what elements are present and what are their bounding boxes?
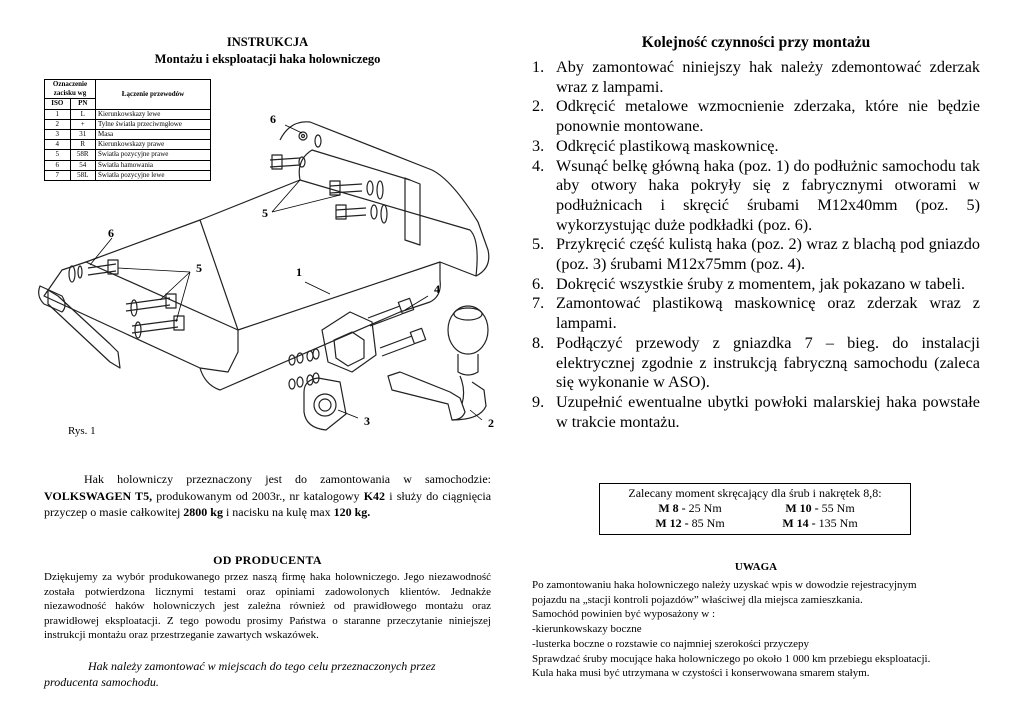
warning-line: Sprawdzać śruby mocujące haka holowniczego po około 1 000 km przebiegu eksploatacji.: [532, 652, 931, 665]
callout-6-upper: 6: [270, 112, 276, 126]
step-number: 1.: [532, 58, 545, 76]
header-wire-connection: Łączenie przewodów: [96, 80, 211, 110]
list-item: [532, 334, 980, 393]
left-side-plate: [48, 290, 120, 368]
producer-note: [44, 658, 491, 690]
installation-steps-list: [532, 58, 980, 432]
step-number: 2.: [532, 97, 545, 116]
torque-row: [600, 501, 910, 516]
intro-paragraph: [44, 471, 491, 521]
cell-pn: R: [70, 140, 96, 150]
warning-line: -lusterka boczne o rozstawie co najmniej szerokości przyczepy: [532, 637, 810, 650]
list-item: [532, 393, 980, 432]
warning-line: Po zamontowaniu haka holowniczego należy uzyskać wpis w dowodzie rejestracyjnym: [532, 579, 917, 591]
torque-m12-value: 85 Nm: [688, 516, 725, 530]
torque-m8-label: M 8 -: [658, 501, 686, 515]
callout-5-upper: 5: [262, 206, 268, 220]
list-item: [532, 157, 980, 236]
cell-pn: 54: [70, 160, 96, 170]
warning-body: [532, 578, 982, 681]
warning-heading: UWAGA: [734, 561, 778, 573]
warning-line: pojazdu na „stacji kontroli pojazdów” właściwej dla miejsca zamieszkania.: [532, 593, 863, 606]
hitch-bracket-inner: [334, 332, 364, 366]
cell-desc: Światła hamowania: [96, 160, 211, 170]
step-number: 9.: [532, 392, 545, 411]
torque-m8-value: 25 Nm: [685, 501, 722, 515]
cell-pn: +: [70, 119, 96, 129]
figure-caption: Rys. 1: [68, 425, 96, 437]
torque-m10-value: 55 Nm: [818, 501, 855, 515]
callout-2: 2: [488, 416, 494, 430]
step-text: Podłączyć przewody z gniazdka 7 – bieg. do instalacji elektrycznej zgodnie z instrukcją fabryczną samochodu (zaleca się wykonanie w ASO).: [556, 333, 980, 392]
list-item: [532, 294, 980, 333]
cell-desc: Światła pozycyjne lewe: [96, 170, 211, 180]
list-item: [532, 97, 980, 136]
cell-pn: 58R: [70, 150, 96, 160]
main-crossbar: [44, 262, 238, 372]
upper-tube: [280, 122, 489, 276]
step-text: Odkręcić metalowe wzmocnienie zderzaka, które nie będzie ponownie montowane.: [556, 97, 980, 136]
warning-line: Kula haka musi być utrzymana w czystości i konserwowana smarem stałym.: [532, 667, 870, 680]
list-item: [532, 58, 980, 97]
producer-paragraph: Dziękujemy za wybór produkowanego przez naszą firmę haka holowniczego. Jego niezawodność została potwierdzona licznymi testami oraz opiniami zadowolonych klientów. Jednakże niezawodność haków holowniczych jest zależna również od prawidłowego montażu oraz prawidłowej eksploatacji. Z tego powodu prosimy Państwa o staranne przeczytanie niniejszej instrukcji montażu oraz przestrzeganie zawartych wskazówek.: [44, 571, 491, 642]
cell-iso: 4: [45, 140, 71, 150]
bolts-left: [69, 260, 184, 338]
step-text: Zamontować plastikową maskownicę oraz zderzak wraz z lampami.: [556, 294, 980, 333]
callout-6-left: 6: [108, 226, 114, 240]
header-iso: ISO: [45, 99, 71, 109]
producer-heading: OD PRODUCENTA: [213, 553, 322, 567]
ball-neck: [388, 372, 465, 420]
title-line-1: INSTRUKCJA: [226, 35, 309, 49]
torque-m10-label: M 10 -: [785, 501, 819, 515]
step-text: Wsunąć belkę główną haka (poz. 1) do podłużnic samochodu tak aby otwory haka pokryły się z fabrycznymi otworami w podłużnicach i skręcić śrubami M12x40mm (poz. 5) wykorzystując duże podkładki (poz. 6).: [556, 156, 980, 234]
intro-text-2: produkowanym od 2003r., nr katalogowy: [152, 488, 364, 503]
title-line-2: Montażu i eksploatacji haka holowniczego: [154, 52, 381, 66]
steps-heading: Kolejność czynności przy montażu: [641, 34, 871, 51]
callout-1: 1: [296, 265, 302, 279]
intro-text-1: Hak holowniczy przeznaczony jest do zamontowania w samochodzie:: [84, 472, 491, 486]
torque-m14-label: M 14 -: [782, 516, 816, 530]
torque-table-box: [599, 483, 911, 535]
callout-5-left: 5: [196, 261, 202, 275]
list-item: [532, 137, 980, 157]
intro-text-4: i nacisku na kulę max: [222, 505, 334, 519]
callout-4: 4: [434, 282, 440, 296]
step-text: Dokręcić wszystkie śruby z momentem, jak pokazano w tabeli.: [556, 274, 966, 293]
torque-m12-label: M 12 -: [655, 516, 689, 530]
cell-iso: 6: [45, 160, 71, 170]
warning-line: -kierunkowskazy boczne: [532, 623, 642, 636]
cell-desc: Kierunkowskazy prawe: [96, 140, 211, 150]
step-number: 5.: [532, 235, 545, 254]
step-text: Odkręcić plastikową maskownicę.: [556, 136, 779, 155]
step-text: Aby zamontować niniejszy hak należy zdemontować zderzak wraz z lampami.: [556, 58, 980, 96]
cell-pn: 58L: [70, 170, 96, 180]
list-item: [532, 235, 980, 274]
cell-iso: 3: [45, 130, 71, 140]
intro-total-mass: 2800 kg: [183, 505, 223, 519]
socket-plate: [304, 378, 346, 430]
cell-desc: Masa: [96, 130, 211, 140]
step-number: 3.: [532, 136, 545, 155]
producer-note-line-1: Hak należy zamontować w miejscach do tego celu przeznaczonych przez: [88, 659, 436, 673]
header-pn: PN: [70, 99, 96, 109]
washers-middle: [289, 349, 319, 389]
warning-line: Samochód powinien być wyposażony w :: [532, 608, 715, 621]
step-text: Przykręcić część kulistą haka (poz. 2) wraz z blachą pod gniazdo (poz. 3) śrubami M12x75mm (poz. 4).: [556, 235, 980, 274]
torque-title: Zalecany moment skręcający dla śrub i nakrętek 8,8:: [628, 486, 882, 500]
cell-desc: Tylne światła przeciwmgłowe: [96, 119, 211, 129]
cell-desc: Światła pozycyjne prawe: [96, 150, 211, 160]
header-terminal-group: Oznaczenie zacisku wg: [45, 80, 96, 99]
step-number: 6.: [532, 274, 545, 293]
producer-note-line-2: producenta samochodu.: [44, 675, 159, 689]
cell-iso: 2: [45, 119, 71, 129]
step-text: Uzupełnić ewentualne ubytki powłoki malarskiej haka powstałe w trakcie montażu.: [556, 392, 980, 431]
step-number: 7.: [532, 294, 545, 313]
cell-desc: Kierunkowskazy lewe: [96, 109, 211, 119]
list-item: [532, 275, 980, 295]
cell-iso: 1: [45, 109, 71, 119]
intro-catalog-number: K42: [363, 488, 386, 503]
intro-car-model: VOLKSWAGEN T5,: [44, 488, 153, 503]
cell-iso: 7: [45, 170, 71, 180]
bolts-pos-4: [368, 298, 426, 356]
torque-m14-value: 135 Nm: [815, 516, 858, 530]
cell-pn: L: [70, 109, 96, 119]
callout-3: 3: [364, 414, 370, 428]
torque-row: [600, 516, 910, 531]
intro-ball-load: 120 kg.: [333, 505, 371, 519]
cell-pn: 31: [70, 130, 96, 140]
step-number: 8.: [532, 333, 545, 352]
cell-iso: 5: [45, 150, 71, 160]
intro-text-3: i służy do ciągnięcia przyczep o masie całkowitej: [44, 488, 492, 519]
step-number: 4.: [532, 156, 545, 175]
ball-neck-lower: [452, 382, 486, 420]
